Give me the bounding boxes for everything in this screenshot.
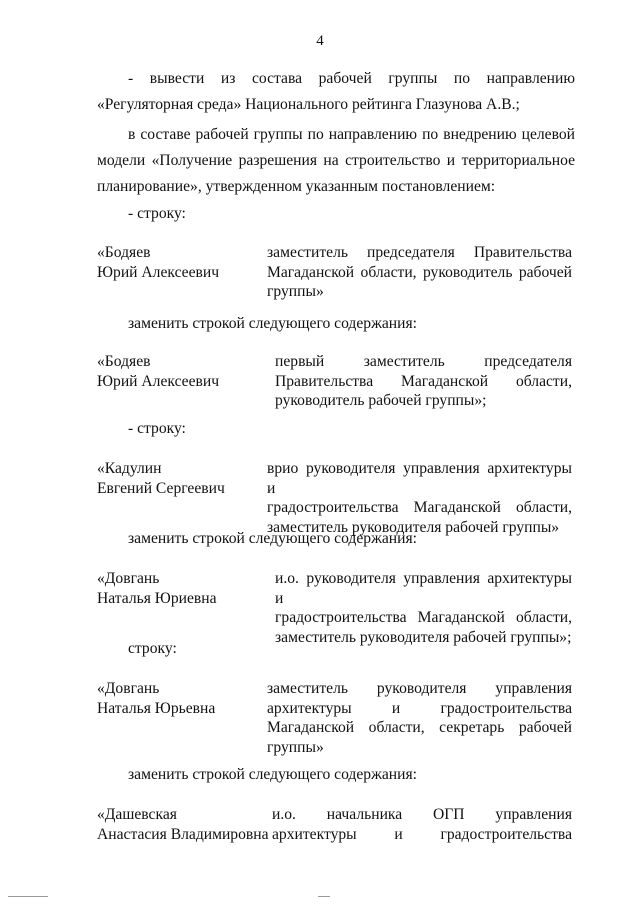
role-line: Магаданской области, секретарь рабочей — [267, 719, 572, 736]
role-line: заместитель председателя Правительства — [267, 244, 572, 261]
role-line: и.о. руководителя управления архитектуры и — [275, 570, 572, 607]
member-name: «Кадулин Евгений Сергеевич — [97, 460, 225, 497]
label-stroku — [128, 416, 606, 442]
page-number: 4 — [316, 33, 324, 49]
label-stroku — [128, 636, 606, 662]
member-name: «Дашевская Анастасия Владимировна — [97, 806, 269, 843]
scan-edge-mark — [318, 896, 330, 897]
paragraph-line — [128, 122, 575, 148]
role-line: Правительства Магаданской области, — [275, 372, 572, 390]
role-line: градостроительства Магаданской области, — [275, 609, 572, 626]
scan-edge-mark — [8, 896, 48, 897]
label-replace — [128, 762, 606, 788]
role-line: архитектуры и градостроительства — [267, 699, 572, 717]
paragraph-text: в составе рабочей группы по направлению по внедрению целевой — [128, 126, 575, 143]
label-text: заменить строкой следующего содержания: — [128, 530, 417, 547]
label-text: - строку: — [128, 420, 186, 437]
role-line: руководитель рабочей группы»; — [275, 392, 487, 409]
role-line: и.о. начальника ОГП управления — [272, 806, 572, 823]
role-line: заместитель руководителя рабочей группы» — [267, 518, 560, 536]
member-role — [272, 805, 572, 844]
role-line: заместитель руководителя рабочей группы»; — [275, 628, 572, 646]
member-name: «Бодяев Юрий Алексеевич — [97, 353, 220, 390]
role-line: заместитель руководителя управления — [267, 680, 572, 697]
role-line: группы» — [267, 283, 324, 300]
paragraph-line — [128, 66, 575, 92]
label-replace — [128, 526, 606, 552]
paragraph-line — [97, 148, 575, 174]
role-line: группы» — [267, 738, 324, 756]
role-line: врио руководителя управления архитектуры и — [267, 460, 572, 497]
role-line: первый заместитель председателя — [275, 353, 572, 370]
member-name: «Довгань Наталья Юрьевна — [97, 680, 216, 717]
label-text: - строку: — [128, 205, 186, 222]
member-role — [267, 679, 572, 757]
member-role — [267, 243, 572, 302]
member-name: «Бодяев Юрий Алексеевич — [97, 244, 220, 281]
label-text: строку: — [128, 640, 177, 657]
member-name: «Довгань Наталья Юриевна — [97, 570, 217, 607]
role-line: Магаданской области, руководитель рабочей — [267, 263, 572, 281]
role-line: градостроительства Магаданской области, — [267, 499, 572, 516]
paragraph-text: «Регуляторная среда» Национального рейтинга Глазунова А.В.; — [97, 96, 520, 113]
paragraph-text: планирование», утвержденном указанным постановлением: — [97, 178, 496, 195]
label-replace — [128, 311, 606, 337]
role-line: архитектуры и градостроительства — [272, 825, 572, 843]
label-text: заменить строкой следующего содержания: — [128, 766, 417, 783]
label-text: заменить строкой следующего содержания: — [128, 315, 417, 332]
label-stroku — [128, 201, 606, 227]
paragraph-text: - вывести из состава рабочей группы по направлению — [128, 70, 575, 87]
paragraph-line — [97, 174, 575, 200]
member-role — [275, 352, 572, 411]
paragraph-text: модели «Получение разрешения на строительство и территориальное — [97, 152, 575, 169]
paragraph-line — [97, 92, 575, 118]
